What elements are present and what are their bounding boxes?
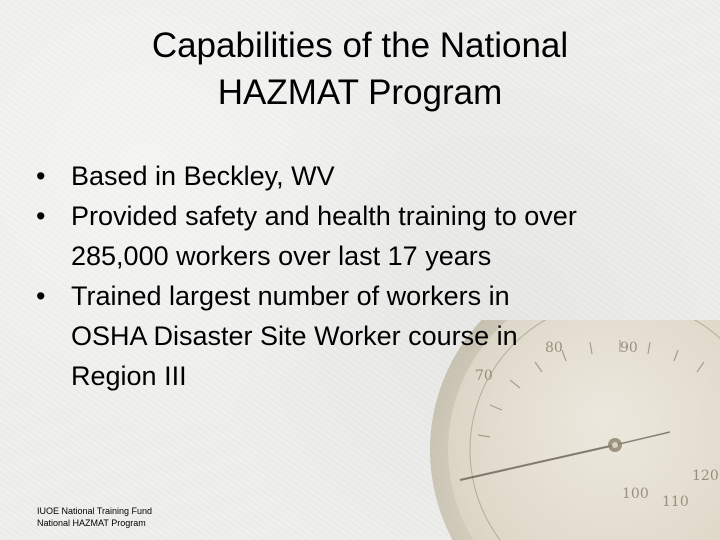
slide-title: [60, 22, 660, 116]
gauge-scale-label: 80: [545, 340, 563, 356]
bullet-text: Trained largest number of workers in: [71, 281, 510, 311]
bullet-text: 285,000 workers over last 17 years: [71, 241, 492, 271]
bullet-list: [36, 156, 686, 396]
bullet-text: OSHA Disaster Site Worker course in: [71, 321, 518, 351]
footer-line: IUOE National Training Fund: [37, 506, 153, 516]
footer-line: National HAZMAT Program: [37, 518, 146, 528]
bullet-text: Based in Beckley, WV: [71, 161, 335, 191]
bullet-glyph: •: [36, 201, 46, 231]
slide-title-line: Capabilities of the National: [151, 26, 569, 65]
bullet-item: [36, 156, 686, 196]
bullet-item: [36, 196, 686, 276]
bullet-text: Provided safety and health training to over: [71, 201, 577, 231]
bullet-glyph: •: [36, 161, 46, 191]
slide-title-line: HAZMAT Program: [217, 73, 503, 112]
gauge-scale-label: 90: [620, 340, 638, 356]
gauge-scale-label: 70: [475, 368, 493, 384]
gauge-scale-label: 110: [662, 494, 689, 510]
bullet-text: Region III: [71, 361, 187, 391]
gauge-scale-label: 120: [692, 468, 719, 484]
bullet-item: [36, 276, 686, 396]
gauge-scale-label: 100: [622, 486, 649, 502]
footer: [37, 505, 152, 529]
bullet-glyph: •: [36, 281, 46, 311]
